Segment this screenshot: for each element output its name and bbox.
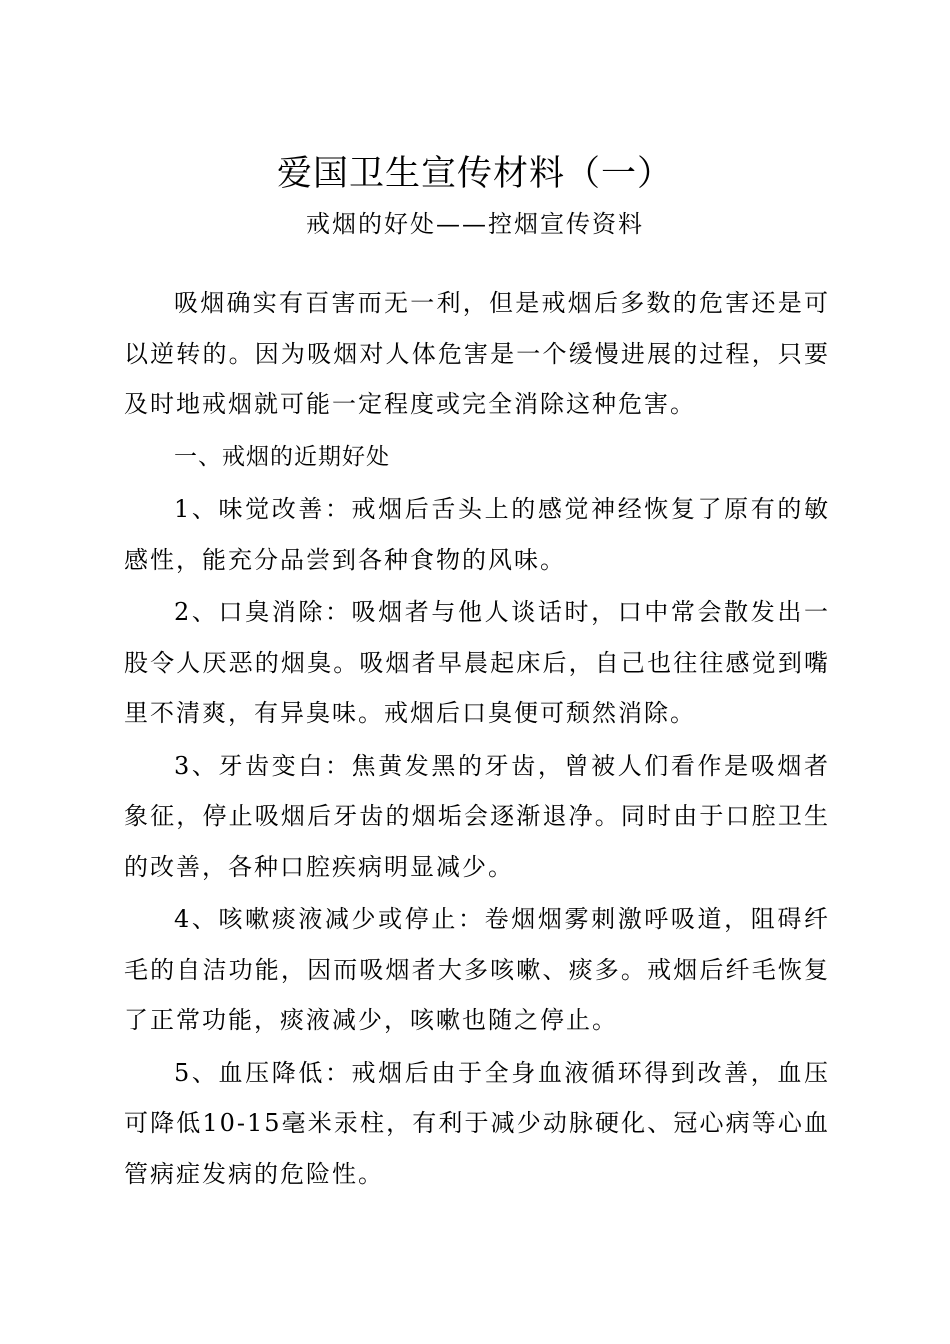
document-subtitle: 戒烟的好处——控烟宣传资料 [306, 210, 644, 238]
benefit-item-taste: 1、味觉改善：戒烟后舌头上的感觉神经恢复了原有的敏感性，能充分品尝到各种食物的风味。 [124, 495, 830, 574]
benefit-item-teeth: 3、牙齿变白：焦黄发黑的牙齿，曾被人们看作是吸烟者象征，停止吸烟后牙齿的烟垢会逐渐退净。同时由于口腔卫生的改善，各种口腔疾病明显减少。 [124, 751, 830, 881]
document-body [124, 278, 830, 1201]
intro-paragraph: 吸烟确实有百害而无一利，但是戒烟后多数的危害还是可以逆转的。因为吸烟对人体危害是一个缓慢进展的过程，只要及时地戒烟就可能一定程度或完全消除这种危害。 [124, 289, 830, 418]
benefit-item-breath: 2、口臭消除：吸烟者与他人谈话时，口中常会散发出一股令人厌恶的烟臭。吸烟者早晨起床后，自己也往往感觉到嘴里不清爽，有异臭味。戒烟后口臭便可颓然消除。 [124, 598, 830, 727]
document-title: 爱国卫生宣传材料（一） [276, 154, 673, 194]
section-heading: 一、戒烟的近期好处 [174, 443, 390, 470]
benefit-item-cough: 4、咳嗽痰液减少或停止：卷烟烟雾刺激呼吸道，阻碍纤毛的自洁功能，因而吸烟者大多咳嗽、痰多。戒烟后纤毛恢复了正常功能，痰液减少，咳嗽也随之停止。 [124, 905, 830, 1034]
benefit-item-blood-pressure: 5、血压降低：戒烟后由于全身血液循环得到改善，血压可降低10-15毫米汞柱，有利于减少动脉硬化、冠心病等心血管病症发病的危险性。 [124, 1058, 830, 1188]
